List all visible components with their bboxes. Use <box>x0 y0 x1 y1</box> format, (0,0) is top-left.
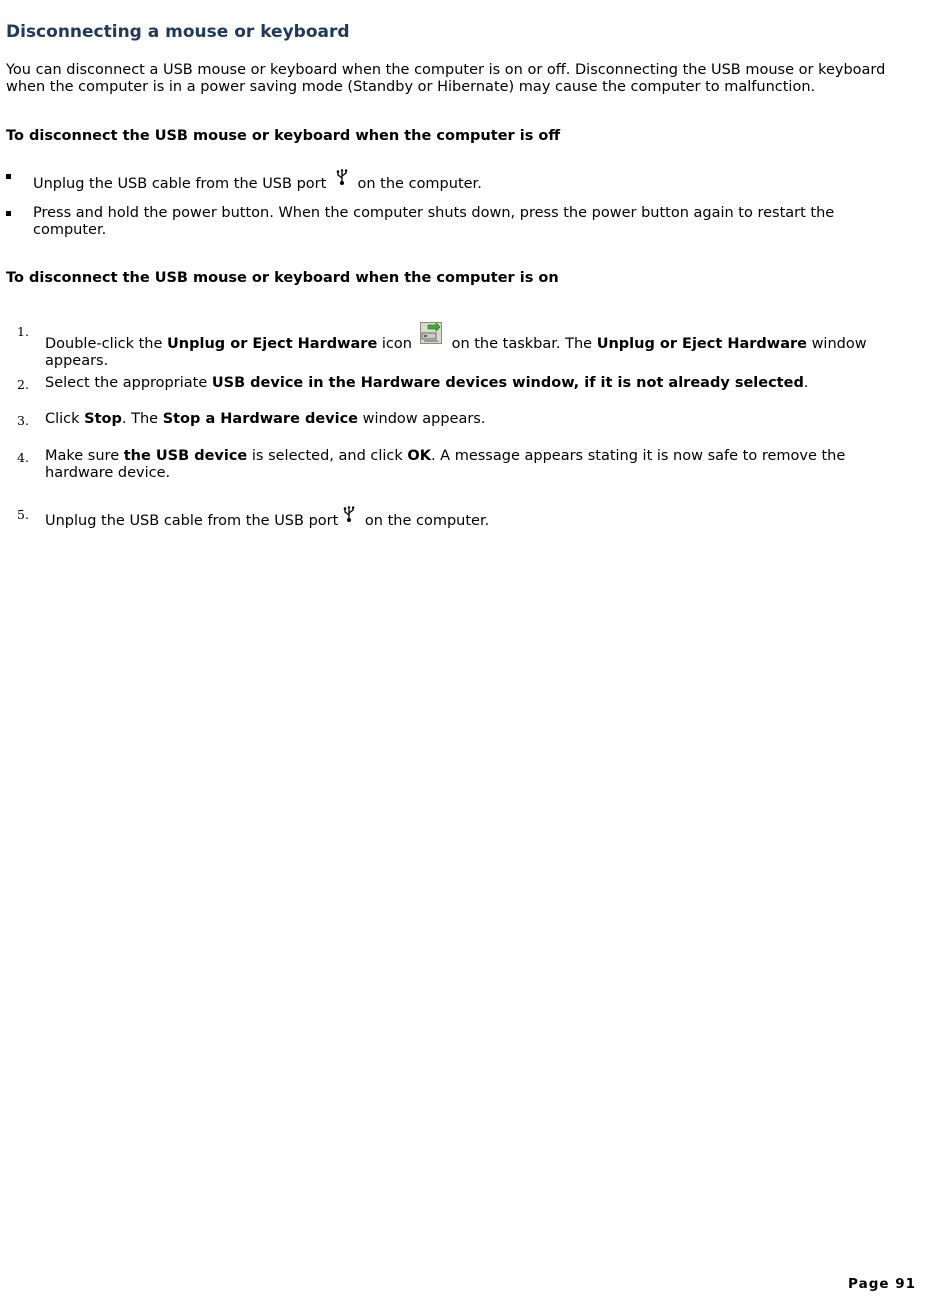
ui-term: the USB device <box>123 448 248 464</box>
step-number: 3. <box>17 413 29 428</box>
usb-port-icon <box>335 168 349 186</box>
unplug-eject-hardware-icon <box>420 322 442 344</box>
list-item: 3. Click Stop. The Stop a Hardware device window appears. <box>17 411 486 428</box>
list-item: Press and hold the power button. When the computer shuts down, press the power button again to restart the computer. <box>0 205 950 245</box>
list-item: 5. Unplug the USB cable from the USB port on the computer. <box>17 507 490 529</box>
usb-port-icon <box>342 505 356 523</box>
ui-term: OK <box>407 448 431 464</box>
ui-term: Unplug or Eject Hardware <box>596 336 807 352</box>
list-item: Unplug the USB cable from the USB port on the computer. <box>0 168 950 188</box>
step-number: 1. <box>17 324 29 339</box>
page-title: Disconnecting a mouse or keyboard <box>6 22 350 42</box>
section-heading-on: To disconnect the USB mouse or keyboard when the computer is on <box>6 270 559 286</box>
intro-paragraph: You can disconnect a USB mouse or keyboard when the computer is on or off. Disconnecting the USB mouse or keyboard when the computer is in a power saving mode (Standby or Hibernate) may cause the computer to malfunction. <box>6 62 886 95</box>
step-number: 2. <box>17 377 29 392</box>
list-item: 2. Select the appropriate USB device in the Hardware devices window, if it is not already selected. <box>17 375 809 392</box>
list-item: 4. Make sure the USB device is selected, and click OK. A message appears stating it is now safe to remove the hardware device. <box>17 448 846 481</box>
page-number: Page 91 <box>848 1276 916 1292</box>
bullet-marker <box>6 174 11 179</box>
step-number: 4. <box>17 450 29 465</box>
ui-term: Stop <box>84 411 122 427</box>
ui-term: USB device in the Hardware devices window, if it is not already selected <box>211 375 804 391</box>
bullet-marker <box>6 211 11 216</box>
ui-term: Stop a Hardware device <box>162 411 359 427</box>
ui-term: Unplug or Eject Hardware <box>167 336 378 352</box>
section-heading-off: To disconnect the USB mouse or keyboard when the computer is off <box>6 128 561 144</box>
list-item: 1. Double-click the Unplug or Eject Hardware icon on the taskbar. The Unplug or Eject Hardware window appears. <box>17 324 867 369</box>
step-number: 5. <box>17 507 29 522</box>
